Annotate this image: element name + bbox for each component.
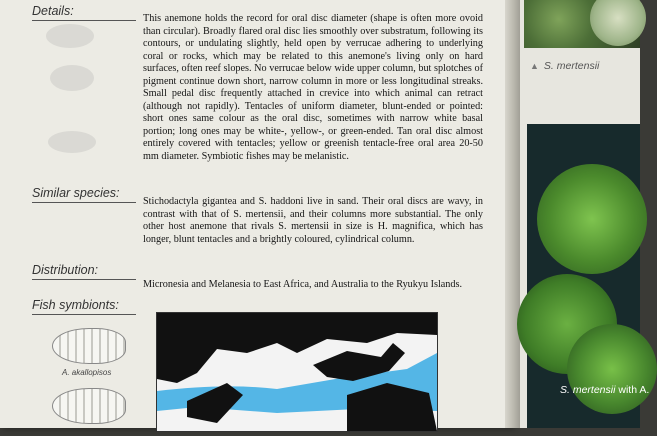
top-photo-caption: ▲ S. mertensii: [530, 60, 600, 72]
distribution-label: Distribution:: [32, 263, 98, 277]
triangle-marker-icon: ▲: [530, 61, 539, 71]
faded-fish-illustration: [42, 62, 102, 94]
details-rule: [32, 20, 136, 21]
similar-species-paragraph: Stichodactyla gigantea and S. haddoni live in sand. Their oral discs are wavy, in contrast with that of S. mertensii, and their columns more substantial. The only other host anemone that rivals S. mertensii in size is H. magnifica, which has longer, blunt tentacles and a brightly coloured, cylindrical column.: [143, 196, 483, 245]
faded-fish-illustration: [42, 20, 102, 52]
clownfish-illustration: [52, 328, 126, 364]
distribution-map: [156, 312, 438, 432]
main-photo-caption: S. mertensii with A.: [560, 384, 650, 396]
anemone-photo: [527, 124, 640, 428]
faded-fish-illustration: [42, 126, 102, 158]
clownfish-illustration: [52, 388, 126, 424]
fish-caption: A. akallopisos: [62, 368, 112, 377]
similar-species-rule: [32, 202, 136, 203]
distribution-rule: [32, 279, 136, 280]
fish-symbionts-label: Fish symbionts:: [32, 298, 119, 312]
details-label: Details:: [32, 4, 74, 18]
similar-species-label: Similar species:: [32, 186, 120, 200]
fish-symbionts-rule: [32, 314, 136, 315]
map-graphic: [157, 313, 437, 431]
coral-photo-top: [524, 0, 640, 48]
distribution-paragraph: Micronesia and Melanesia to East Africa, and Australia to the Ryukyu Islands.: [143, 279, 463, 290]
details-paragraph: This anemone holds the record for oral disc diameter (shape is often more ovoid than circular). Broadly flared oral disc lies smoothly over substratum, following its contours, or undulating slightly, held open by verrucae adhering to underlying coral or rocks, which may be related to this anemone's living only on hard surfaces, often reef slopes. No verrucae below wide upper column, but splotches of pigment continue down short, narrow column in more or less longitudinal streaks. Small pedal disc frequently attached in crevice into which animal can retract (although not rapidly). Tentacles of uniform diameter, blunt-ended or pointed: short ones same colour as the oral disc, sometimes with narrow white basal portion; long ones may be white-, yellow-, or green-ended. Tan oral disc almost entirely covered with tentacles; yellow or greenish tentacle-free oral area 20-50 mm diameter. Symbiotic fishes may be melanistic.: [143, 13, 483, 162]
